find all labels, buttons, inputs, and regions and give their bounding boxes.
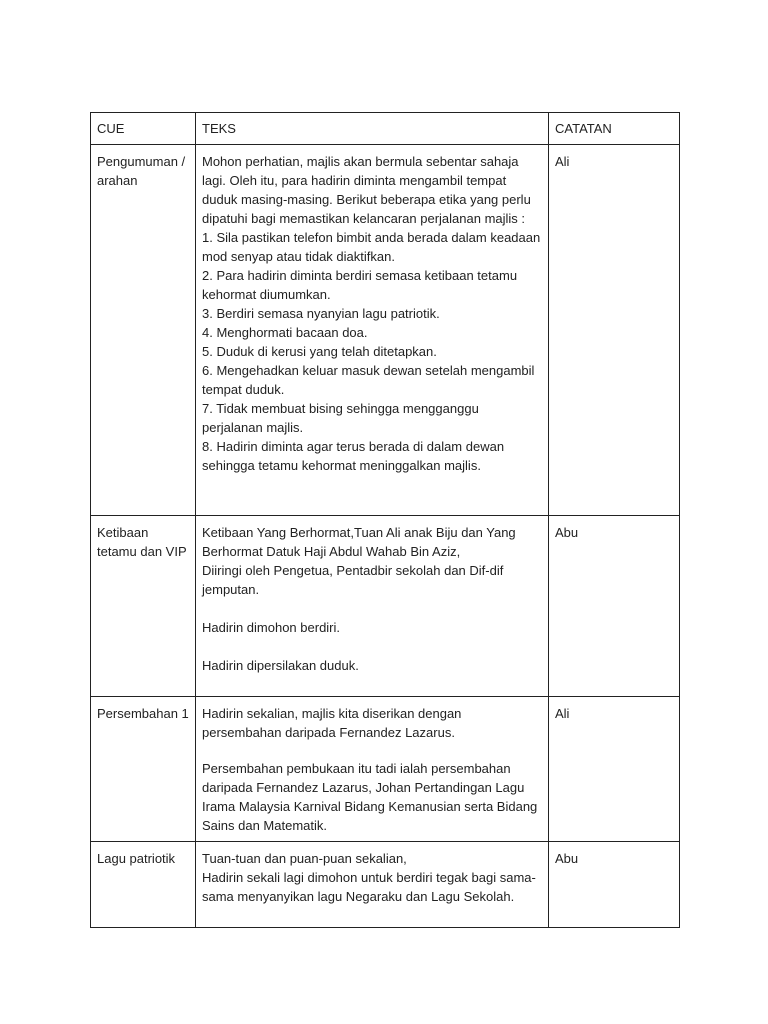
teks-line: Mohon perhatian, majlis akan bermula sebentar sahaja lagi. Oleh itu, para hadirin diminta mengambil tempat duduk masing-masing. Berikut beberapa etika yang perlu dipatuhi bagi memastikan kelancaran perjalanan majlis : (202, 154, 531, 226)
teks-line: 1. Sila pastikan telefon bimbit anda berada dalam keadaan mod senyap atau tidak diaktifkan. (202, 230, 541, 264)
teks-line: Tuan-tuan dan puan-puan sekalian, (202, 851, 407, 866)
teks-line: Ketibaan Yang Berhormat,Tuan Ali anak Biju dan Yang Berhormat Datuk Haji Abdul Wahab Bin Aziz, (202, 525, 516, 559)
teks-paragraph (202, 618, 542, 637)
table-header-row (91, 113, 680, 145)
table-row (91, 145, 680, 516)
teks-paragraph (202, 656, 542, 675)
teks-line: 2. Para hadirin diminta berdiri semasa ketibaan tetamu kehormat diumumkan. (202, 268, 518, 302)
header-cue: CUE (91, 113, 196, 145)
table-row (91, 842, 680, 928)
catatan-cell: Ali (549, 697, 680, 842)
table-row (91, 516, 680, 697)
teks-line: 6. Mengehadkan keluar masuk dewan setelah mengambil tempat duduk. (202, 363, 535, 397)
cue-cell: Pengumuman / arahan (91, 145, 196, 516)
cue-cell: Persembahan 1 (91, 697, 196, 842)
catatan-cell: Abu (549, 842, 680, 928)
catatan-cell: Abu (549, 516, 680, 697)
teks-cell (196, 697, 549, 842)
teks-line: Hadirin sekali lagi dimohon untuk berdiri tegak bagi sama-sama menyanyikan lagu Negaraku dan Lagu Sekolah. (202, 870, 536, 904)
catatan-cell: Ali (549, 145, 680, 516)
teks-line: Hadirin dipersilakan duduk. (202, 658, 359, 673)
teks-line: Diiringi oleh Pengetua, Pentadbir sekolah dan Dif-dif jemputan. (202, 563, 504, 597)
teks-line: Hadirin dimohon berdiri. (202, 620, 341, 635)
majlis-script-table (90, 112, 680, 928)
cue-cell: Lagu patriotik (91, 842, 196, 928)
teks-cell (196, 842, 549, 928)
teks-cell (196, 516, 549, 697)
teks-paragraph: Persembahan pembukaan itu tadi ialah persembahan daripada Fernandez Lazarus, Johan Pertandingan Lagu Irama Malaysia Karnival Bidang Kemanusian serta Bidang Sains dan Matematik. (202, 761, 538, 833)
teks-cell (196, 145, 549, 516)
teks-line: 4. Menghormati bacaan doa. (202, 325, 368, 340)
teks-line: 7. Tidak membuat bising sehingga mengganggu perjalanan majlis. (202, 401, 479, 435)
teks-line: 8. Hadirin diminta agar terus berada di dalam dewan sehingga tetamu kehormat meninggalkan majlis. (202, 439, 505, 473)
teks-paragraph (202, 523, 542, 599)
teks-line: 3. Berdiri semasa nyanyian lagu patriotik. (202, 306, 440, 321)
cue-cell: Ketibaan tetamu dan VIP (91, 516, 196, 697)
teks-line: 5. Duduk di kerusi yang telah ditetapkan. (202, 344, 437, 359)
header-teks: TEKS (196, 113, 549, 145)
table-row (91, 697, 680, 842)
header-catatan: CATATAN (549, 113, 680, 145)
teks-paragraph: Hadirin sekalian, majlis kita diserikan dengan persembahan daripada Fernandez Lazarus. (202, 706, 462, 740)
